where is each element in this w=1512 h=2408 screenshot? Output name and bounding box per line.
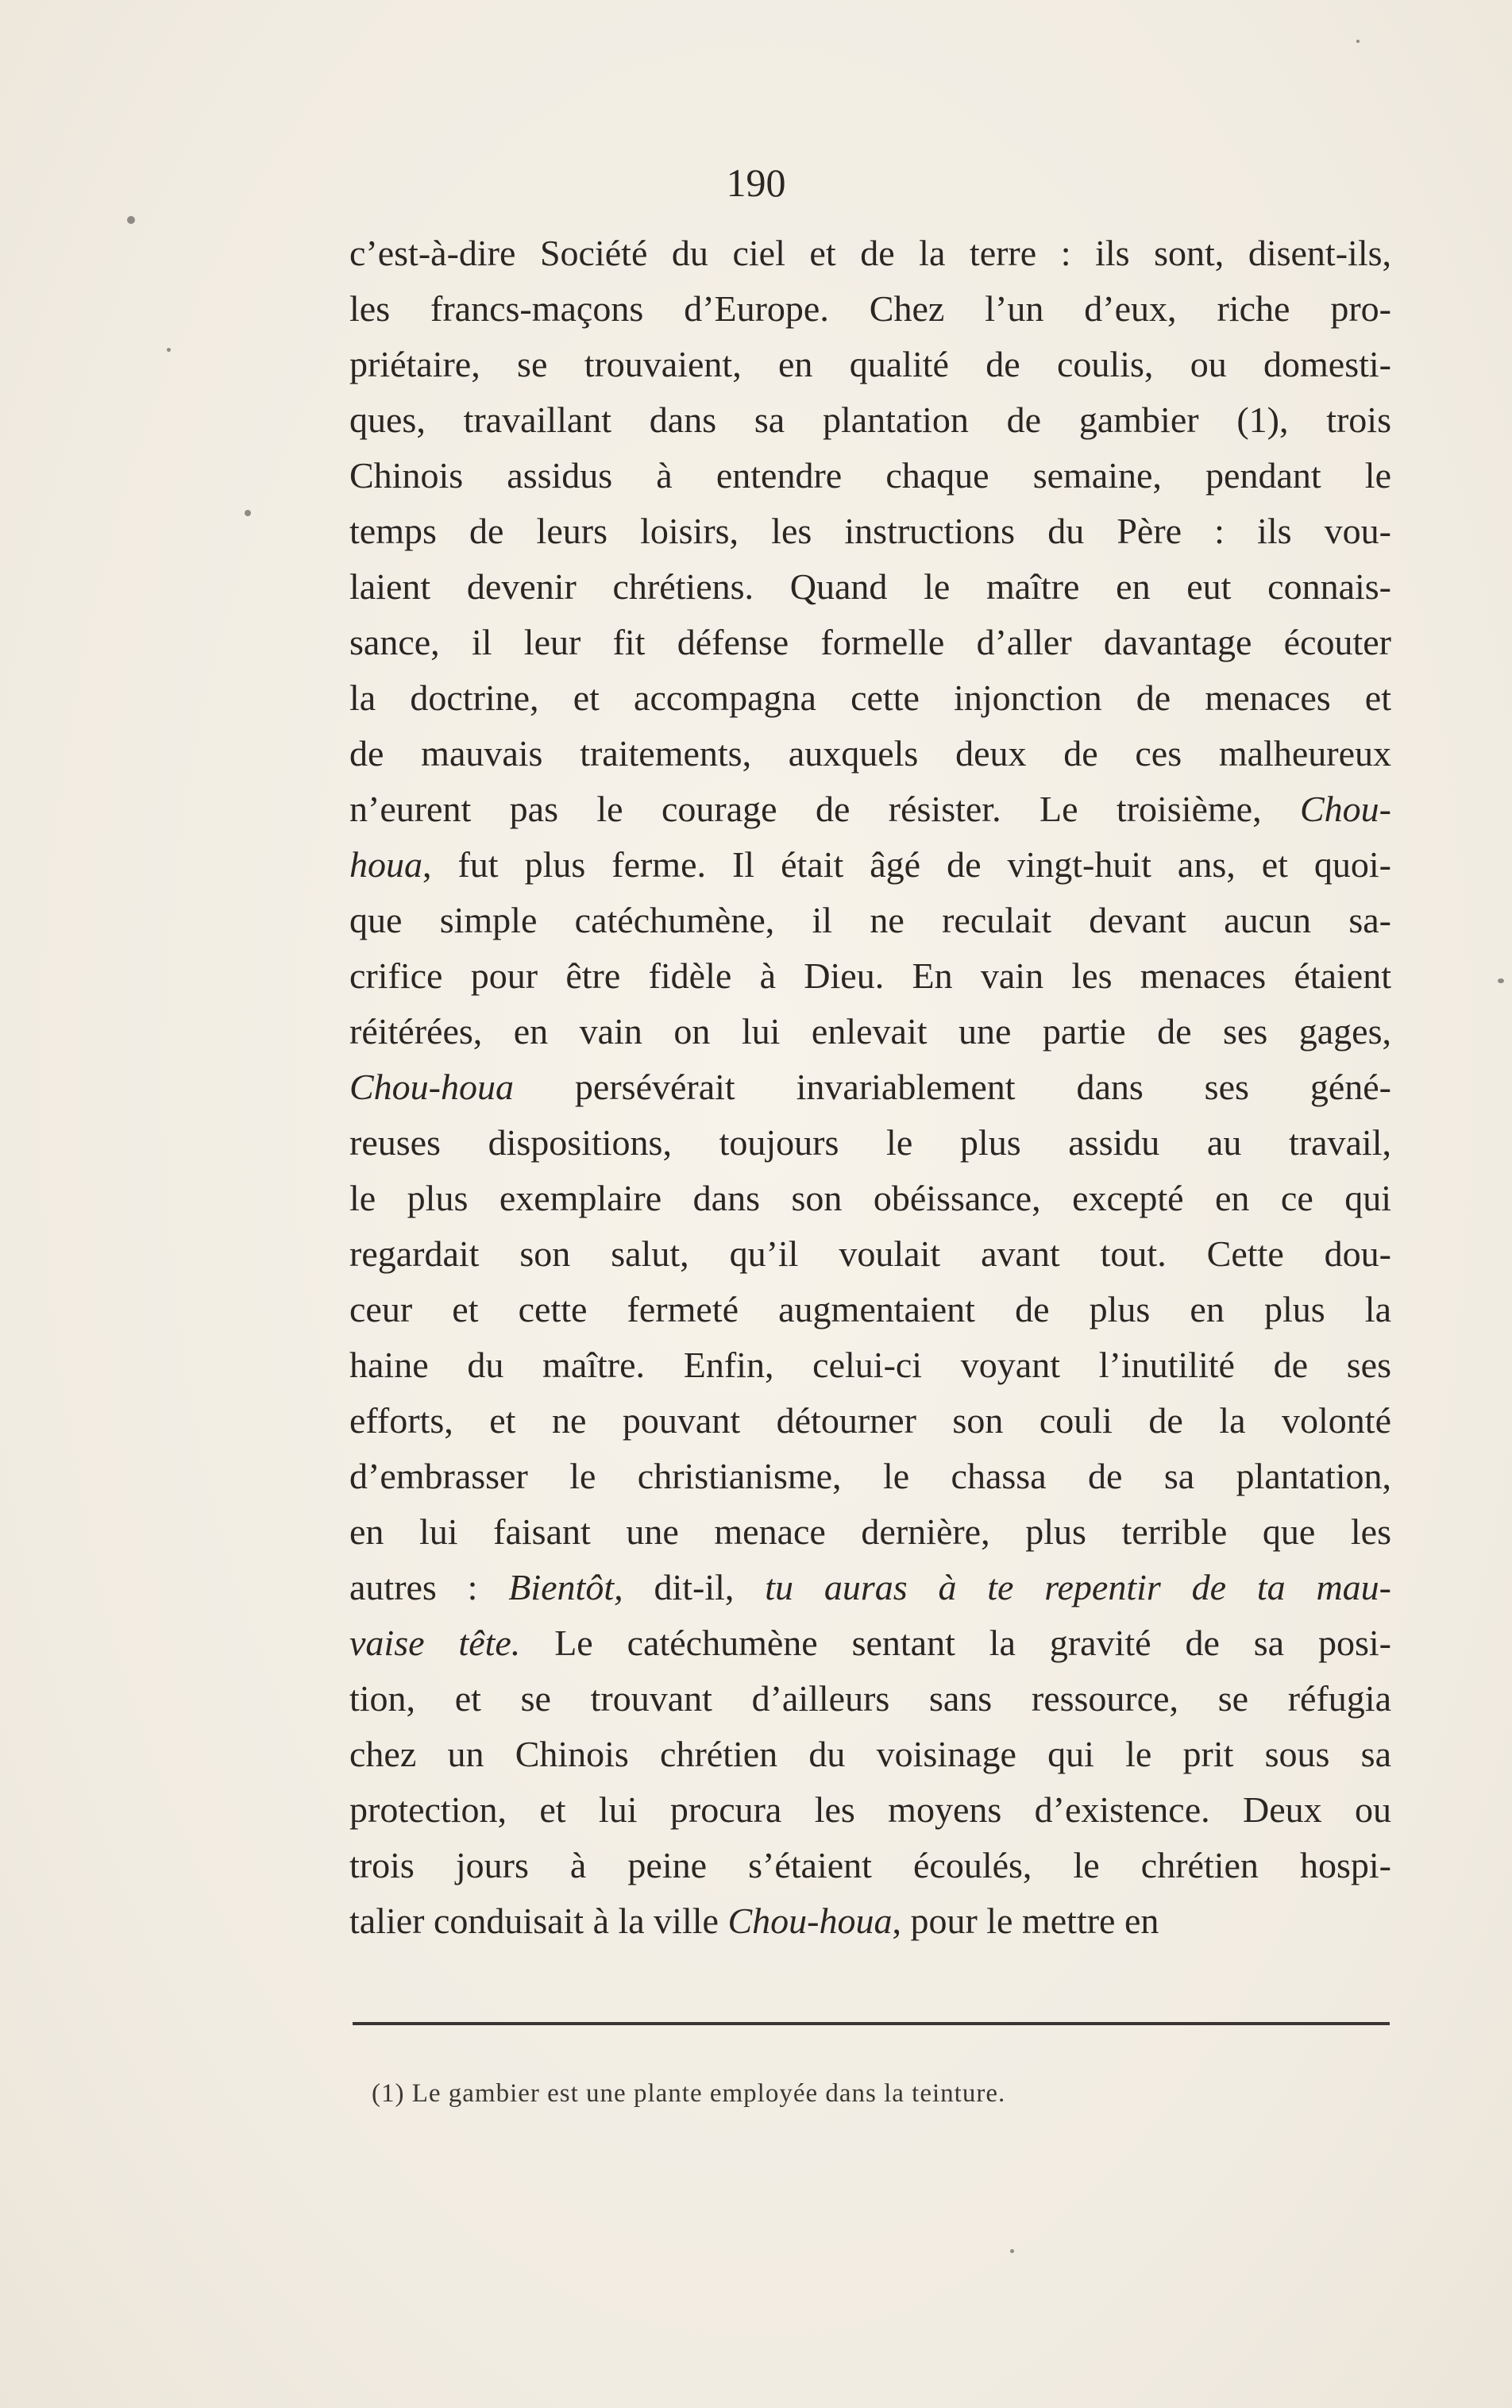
italic-text: houa (349, 844, 422, 885)
text-line (349, 670, 1391, 726)
text-segment: chez un Chinois chrétien du voisinage qui le prit sous sa (349, 1734, 1391, 1774)
text-segment: les francs-maçons d’Europe. Chez l’un d’eux, riche pro- (349, 288, 1391, 329)
text-segment: priétaire, se trouvaient, en qualité de coulis, ou domesti- (349, 344, 1391, 384)
text-line (349, 1560, 1391, 1615)
italic-text: vaise tête. (349, 1623, 521, 1663)
text-line (349, 781, 1391, 837)
paper-speck (1498, 978, 1504, 983)
text-line (349, 1838, 1391, 1893)
text-line (349, 1615, 1391, 1671)
footnote: (1) Le gambier est une plante employée dans la teinture. (372, 2079, 1006, 2108)
text-line (349, 226, 1391, 281)
text-segment: la doctrine, et accompagna cette injonction de menaces et (349, 677, 1391, 718)
italic-text: tu auras à te repentir de ta mau- (765, 1567, 1391, 1607)
text-line (349, 1226, 1391, 1282)
text-segment: temps de leurs loisirs, les instructions du Père : ils vou- (349, 511, 1391, 551)
text-segment: protection, et lui procura les moyens d’existence. Deux ou (349, 1789, 1391, 1830)
text-segment: en lui faisant une menace dernière, plus terrible que les (349, 1511, 1391, 1552)
text-segment: sance, il leur fit défense formelle d’aller davantage écouter (349, 622, 1391, 662)
paper-speck (127, 216, 135, 224)
text-line (349, 615, 1391, 670)
text-line (349, 448, 1391, 504)
text-line (349, 504, 1391, 559)
paper-speck (1356, 40, 1360, 43)
text-segment: , pour le mettre en (892, 1901, 1159, 1941)
text-line (349, 1059, 1391, 1115)
text-segment: c’est-à-dire Société du ciel et de la terre : ils sont, disent-ils, (349, 233, 1391, 273)
text-segment: persévérait invariablement dans ses géné- (514, 1067, 1391, 1107)
page-number: 190 (726, 160, 786, 205)
italic-text: Chou- (1300, 789, 1391, 829)
text-segment: que simple catéchumène, il ne reculait devant aucun sa- (349, 900, 1391, 940)
text-line (349, 1171, 1391, 1226)
text-segment: regardait son salut, qu’il voulait avant tout. Cette dou- (349, 1233, 1391, 1274)
text-line (349, 1337, 1391, 1393)
text-segment: ceur et cette fermeté augmentaient de plus en plus la (349, 1289, 1391, 1329)
italic-text: Bientôt, (508, 1567, 623, 1607)
text-segment: autres : (349, 1567, 509, 1607)
text-line (349, 1115, 1391, 1171)
text-segment: trois jours à peine s’étaient écoulés, le chrétien hospi- (349, 1845, 1391, 1885)
paper-speck (1010, 2249, 1014, 2253)
text-line (349, 1449, 1391, 1504)
text-line (349, 337, 1391, 392)
text-segment: Le catéchumène sentant la gravité de sa posi- (520, 1623, 1391, 1663)
text-segment: ques, travaillant dans sa plantation de gambier (1), trois (349, 399, 1391, 440)
text-line (349, 1782, 1391, 1838)
italic-text: Chou-houa (349, 1067, 514, 1107)
text-segment: réitérées, en vain on lui enlevait une partie de ses gages, (349, 1011, 1391, 1052)
text-segment: dit-il, (623, 1567, 766, 1607)
text-segment: haine du maître. Enfin, celui-ci voyant l’inutilité de ses (349, 1345, 1391, 1385)
text-segment: , fut plus ferme. Il était âgé de vingt-huit ans, et quoi- (422, 844, 1391, 885)
text-segment: talier conduisait à la ville (349, 1901, 728, 1941)
paper-speck (245, 510, 251, 516)
text-line (349, 837, 1391, 893)
text-line (349, 1893, 1391, 1949)
text-segment: reuses dispositions, toujours le plus assidu au travail, (349, 1122, 1391, 1163)
text-line (349, 1727, 1391, 1782)
footnote-separator (353, 2022, 1390, 2025)
text-line (349, 726, 1391, 781)
body-text (349, 226, 1391, 1949)
text-segment: crifice pour être fidèle à Dieu. En vain les menaces étaient (349, 955, 1391, 996)
text-line (349, 1282, 1391, 1337)
text-line (349, 893, 1391, 948)
text-segment: d’embrasser le christianisme, le chassa de sa plantation, (349, 1456, 1391, 1496)
italic-text: Chou-houa (727, 1901, 893, 1941)
text-line (349, 281, 1391, 337)
paper-speck (167, 348, 171, 352)
text-segment: laient devenir chrétiens. Quand le maître en eut connais- (349, 566, 1391, 607)
text-line (349, 1004, 1391, 1059)
text-segment: le plus exemplaire dans son obéissance, excepté en ce qui (349, 1178, 1391, 1218)
text-line (349, 1393, 1391, 1449)
text-line (349, 948, 1391, 1004)
text-line (349, 559, 1391, 615)
text-line (349, 392, 1391, 448)
text-line (349, 1504, 1391, 1560)
text-segment: efforts, et ne pouvant détourner son couli de la volonté (349, 1400, 1391, 1441)
text-line (349, 1671, 1391, 1727)
text-segment: n’eurent pas le courage de résister. Le troisième, (349, 789, 1300, 829)
text-segment: Chinois assidus à entendre chaque semaine, pendant le (349, 455, 1391, 496)
text-segment: tion, et se trouvant d’ailleurs sans ressource, se réfugia (349, 1678, 1391, 1719)
text-segment: de mauvais traitements, auxquels deux de ces malheureux (349, 733, 1391, 774)
